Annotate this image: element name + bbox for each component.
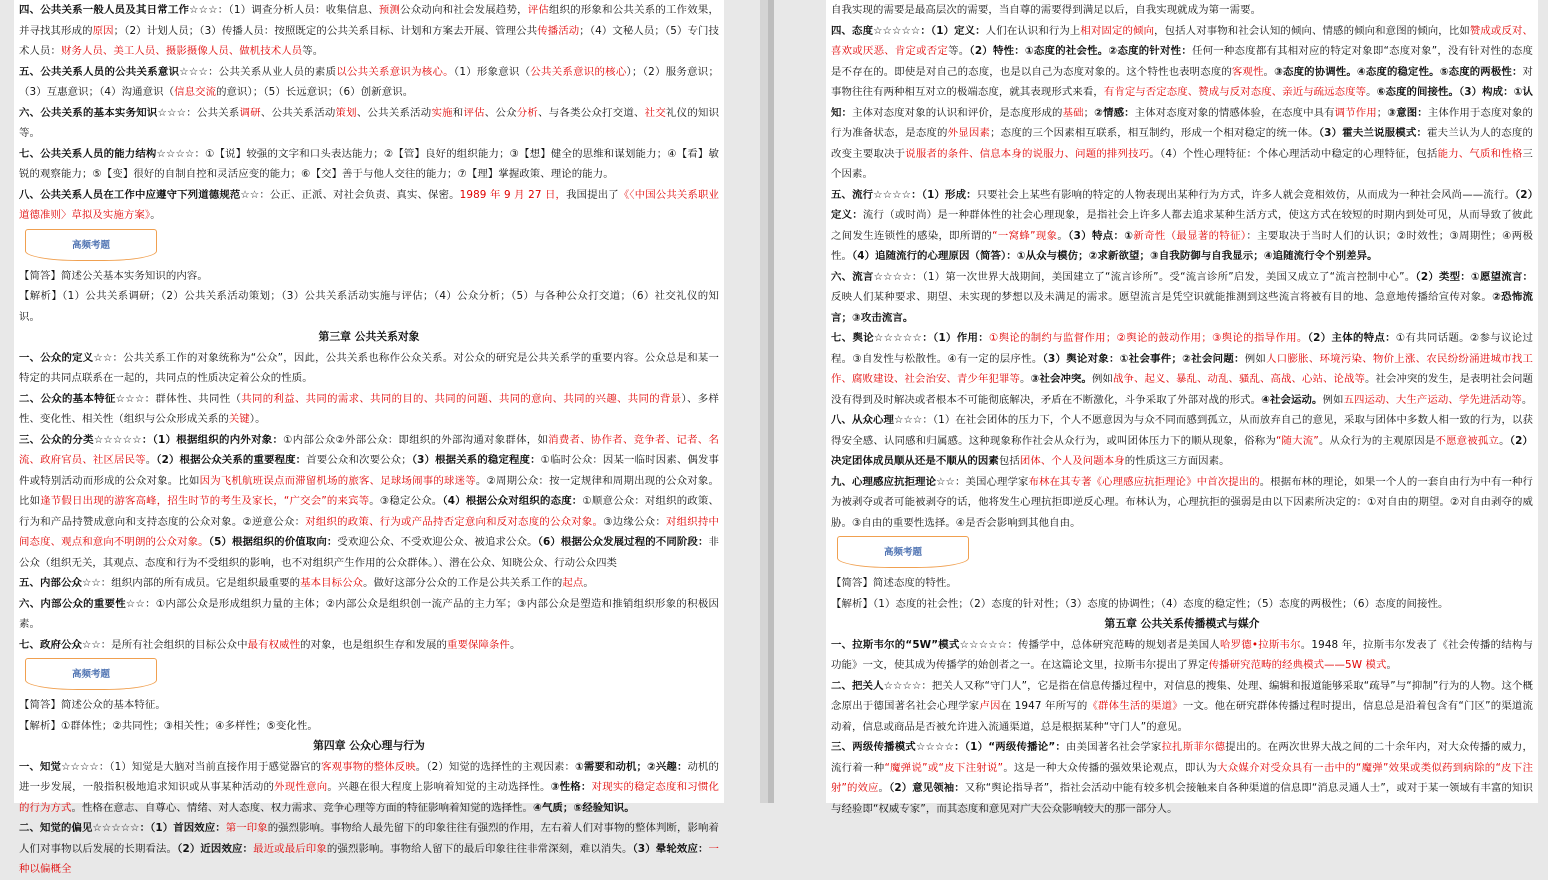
section-paragraph bbox=[831, 185, 1533, 267]
document-page-right bbox=[826, 0, 1538, 815]
body-text: 、公共关系活动 bbox=[260, 106, 336, 119]
section-paragraph bbox=[19, 430, 719, 574]
bold-text: ☆☆☆☆☆：（1）首因效应： bbox=[92, 822, 226, 834]
body-text: 我国提出了 bbox=[566, 188, 619, 201]
body-text: 。做好这部分公众的工作是公共关系工作的 bbox=[363, 577, 563, 589]
body-text: ）；（2）服务意识；（3）互惠意识；（4）沟通意识（ bbox=[19, 65, 719, 98]
bold-text: ④气质；⑤经验知识。 bbox=[533, 801, 635, 814]
body-text: 由美国著名社会学家 bbox=[1066, 741, 1162, 753]
bold-text: （2）意见领袖： bbox=[889, 782, 965, 794]
bold-text: ③态度的协调性。④态度的稳定性。⑤态度的两极性： bbox=[1274, 65, 1523, 78]
body-text: 。兴趣在很大程度上影响着知觉的主动选择性。 bbox=[327, 781, 551, 793]
bold-text: ③性格： bbox=[550, 781, 592, 793]
highlight-text: 拉扎斯菲尔德 bbox=[1161, 741, 1226, 753]
highlight-text: 赞成或反对、喜欢或厌恶、肯定或否定 bbox=[831, 24, 1533, 57]
highlight-text: 逢节假日出现的游客高峰，招生时节的考生及家长，“广交会”的来宾等 bbox=[40, 495, 370, 507]
bold-text: ①需要和动机；②兴趣： bbox=[575, 760, 688, 773]
body-text: 组织的形象和公共关系的工作效果，并寻找其形成的 bbox=[19, 4, 719, 37]
body-text: ☆☆☆☆：把关人又称“守门人”，它是指在信息传播过程中，对信息的搜集、处理、编辑和报道能够采取“疏导”与“抑制”行为的人物。这个概念原出于德国著名社会心理学家 bbox=[831, 679, 1534, 712]
section-paragraph bbox=[19, 594, 719, 635]
bold-text: 四、态度 bbox=[831, 24, 874, 37]
banner-label: 高频考题 bbox=[71, 669, 110, 680]
highlight-text: 1989 年 9 月 27 日， bbox=[459, 188, 567, 201]
body-text: 。 bbox=[1521, 393, 1533, 406]
section-paragraph bbox=[19, 348, 719, 389]
body-text: 。 bbox=[1057, 229, 1069, 242]
highlight-text: 客观性 bbox=[1231, 65, 1264, 78]
section-paragraph bbox=[831, 472, 1533, 534]
body-text: 主体作用于态度对象的行为准备状态，是态度的 bbox=[831, 106, 1534, 139]
bold-text: （4）追随流行的心理原因（简答）：①从众与模仿；②求新欲望；③自我防御与自我显示；④追随流行令个别差异。 bbox=[851, 250, 1378, 262]
bold-text: 三、两级传播模式 bbox=[831, 741, 916, 753]
body-text: ☆☆：美国心理学家 bbox=[936, 475, 1029, 488]
body-text: 。 bbox=[878, 782, 890, 794]
body-text: 。根据布林的理论，如果一个人的一套自由行为中有一种行为被剥夺或者可能被剥夺的话，他将发生心理抗拒即逆反心理。布林认为，心理抗拒的强弱是由以下因素所决定的：①对自由的期望。②对自由剥夺的威胁。③自由的重要性选择。④是否会影响到其他自由。 bbox=[831, 475, 1533, 529]
body-text: 。 bbox=[1263, 65, 1275, 78]
section-paragraph bbox=[831, 676, 1533, 738]
highlight-text: 外显因素 bbox=[947, 127, 991, 139]
bold-text: 二、公众的基本特征 bbox=[19, 392, 116, 405]
bold-text: ②情感： bbox=[1094, 106, 1135, 119]
body-text: ：主要取决于当时人们的认识；②时效性；③周期性；④两极性。 bbox=[831, 229, 1534, 262]
body-text: 对事物往往有两种相互对立的极端态度，就其表现形式来看， bbox=[831, 65, 1533, 98]
body-text: ①临时公众：因某一临时因素、偶发事件或特别活动而形成的公众对象。比如 bbox=[19, 454, 719, 487]
highlight-text: 最近或最后印象 bbox=[253, 842, 327, 855]
highlight-text: 评估 bbox=[463, 106, 485, 119]
body-text: 非公众（组织无关，其观点、态度和行为不受组织的影响，也不对组织产生作用的公众群体。）、潜在公众、知晓公众、行动公众四类 bbox=[19, 536, 719, 569]
body-text: 提出的。在两次世界大战之间的二十余年内，对大众传播的威力，流行着一种 bbox=[831, 741, 1533, 774]
bold-text: （3）霍夫兰说服模式： bbox=[1318, 127, 1428, 139]
body-text: 的对象，也是组织生存和发展的 bbox=[300, 638, 447, 651]
body-text: ☆☆☆：（1）在社会团体的压力下，个人不愿意因为与众不同而感到孤立，从而放弃自己的意见，采取与团体中多数人相一致的行为，以获得安全感、认同感和归属感。这种现象称作社会从众行为，或叫团体压力下的顺从现象，俗称为 bbox=[831, 414, 1533, 447]
bold-text: 二、把关人 bbox=[831, 679, 884, 692]
section-paragraph bbox=[19, 389, 719, 430]
body-text: ☆☆：公正、正派、对社会负责、真实、保密。 bbox=[240, 188, 460, 201]
highlight-text: “一窝蜂”现象 bbox=[992, 229, 1058, 242]
body-text: ①顺意公众：对组织的政策、行为和产品持赞成意向和支持态度的公众对象。②逆意公众： bbox=[19, 495, 719, 528]
section-paragraph bbox=[19, 62, 719, 103]
section-paragraph bbox=[19, 185, 719, 226]
highlight-text: 最有权威性 bbox=[247, 638, 301, 651]
bold-text: ☆☆☆☆☆：（1）定义： bbox=[873, 24, 986, 37]
bold-text: （3）根据关系的稳定程度： bbox=[411, 454, 541, 466]
body-text: ；（2）计划人员；（3）传播人员：按照既定的公共关系目标、计划和方案去开展、管理公共 bbox=[113, 24, 538, 37]
bold-text: ☆☆☆☆：（1）形成： bbox=[873, 188, 977, 201]
highlight-text: 对现实的稳定态度和习惯化的行为方式 bbox=[19, 781, 720, 814]
highlight-text: 相对固定的倾向 bbox=[1080, 24, 1155, 37]
highlight-text: 原因 bbox=[92, 24, 114, 37]
highlight-text: 不愿意被孤立 bbox=[1435, 434, 1500, 447]
body-text: 。 bbox=[583, 577, 594, 589]
body-text: 又称“舆论指导者”，指社会活动中能有较多机会接触来自各种渠道的信息即“消息灵通人士”，或对于某一领域有丰富的知识与经验即“权威专家”，而其态度和意见对广大公众影响较大的那一部分人。 bbox=[831, 782, 1533, 815]
body-text: ☆☆：①内部公众是形成组织力量的主体；②内部公众是组织创一流产品的主力军；③内部公众是塑造和推销组织形象的积极因素。 bbox=[19, 597, 719, 630]
body-text: ③边缘公众： bbox=[603, 515, 666, 528]
highlight-text: 有肯定与否定态度、赞成与反对态度、亲近与疏远态度等 bbox=[1103, 86, 1367, 98]
bold-text: 五、内部公众 bbox=[19, 577, 82, 589]
highlight-text: 布林在其专著《心理感应抗拒理论》中首次提出的 bbox=[1028, 475, 1260, 488]
highlight-text: 能力、气质和性格 bbox=[1437, 147, 1523, 160]
bold-text: ④社会运动。 bbox=[1261, 393, 1323, 406]
bold-text: 七、舆论 bbox=[831, 332, 874, 344]
bold-text: ☆☆☆☆☆：（1）作用： bbox=[873, 332, 989, 344]
bold-text: （2）类型：①愿望流言： bbox=[1415, 270, 1533, 283]
answer-text: 【解析】①群体性；②共同性；③相关性；④多样性；⑤变化性。 bbox=[19, 719, 318, 732]
highlight-text: 外现性意向 bbox=[274, 781, 328, 793]
bold-text: ②恐怖流言；③攻击流言。 bbox=[831, 291, 1533, 324]
bold-text: （4）根据公众对组织的态度： bbox=[442, 495, 583, 507]
body-text: ☆☆☆☆：（1）知觉是大脑对当前直接作用于感觉器官的 bbox=[61, 760, 322, 773]
body-text: ）。 bbox=[249, 413, 266, 425]
section-paragraph bbox=[831, 635, 1533, 676]
highlight-text: 战争、起义、暴乱、动乱、骚乱、高战、心站、论战等 bbox=[1112, 373, 1365, 385]
bold-text: 五、流行 bbox=[831, 188, 874, 201]
highlight-text: 分析 bbox=[516, 106, 539, 119]
body-text: 。 bbox=[1366, 86, 1377, 98]
page-gutter bbox=[760, 0, 768, 803]
body-text: 和 bbox=[452, 106, 464, 119]
bold-text: ⑥态度的间接性。（3）构成：①认知： bbox=[831, 86, 1533, 119]
bold-text: 一、拉斯韦尔的“5W”模式 bbox=[831, 638, 960, 651]
bold-text: 四、公共关系一般人员及其日常工作 bbox=[19, 4, 190, 16]
highlight-text: 基础 bbox=[1062, 106, 1084, 119]
highlight-text: 说服者的条件、信息本身的说服力、问题的排列技巧 bbox=[905, 147, 1150, 160]
body-text: 只要社会上某些有影响的特定的人物表现出某种行为方式，许多人就会竞相效仿，从而成为一种社会风尚——流行。 bbox=[976, 188, 1515, 201]
bold-text: （2）主体的特点： bbox=[1307, 332, 1396, 344]
highlight-text: 大众媒介对受众具有一击中的“魔弹”效果或类似药到病除的“皮下注射”的效应 bbox=[831, 761, 1534, 794]
highlight-text: 消费者、协作者、竞争者、记者、名流、政府官员、社区居民等 bbox=[19, 433, 719, 466]
highlight-text: 第一印象 bbox=[225, 822, 268, 834]
highlight-text: 关键 bbox=[228, 413, 250, 425]
highlight-text: 一种以偏概全 bbox=[19, 842, 719, 875]
body-text: 例如 bbox=[1091, 373, 1113, 385]
highlight-text: 团体、个人及问题本身 bbox=[1019, 455, 1125, 467]
bold-text: （2）决定团体成员顺从还是不顺从的因素 bbox=[831, 434, 1533, 467]
banner-label: 高频考题 bbox=[883, 547, 922, 558]
body-text: 的强烈影响。事物给人留下的最后印象往往非常深刻，难以消失。 bbox=[326, 842, 633, 855]
body-text: 。②周期公众：按一定规律和周期出现的公众对象。比如 bbox=[19, 474, 719, 507]
bold-text: 二、知觉的偏见 bbox=[19, 822, 93, 834]
highlight-text: 策划 bbox=[335, 106, 357, 119]
body-text: 、与各类公众打交道、 bbox=[538, 106, 645, 119]
bold-text: ☆☆☆☆☆：（1）根据组织的内外对象： bbox=[93, 433, 284, 446]
document-page-left bbox=[14, 0, 724, 875]
chapter-title: 第四章 公众心理与行为 bbox=[313, 739, 425, 752]
bold-text: 六、内部公众的重要性 bbox=[19, 597, 126, 610]
question-text: 【简答】简述公众的基本特征。 bbox=[19, 699, 166, 711]
body-text: ；（4）文秘人员；（5）专门技术人员： bbox=[19, 24, 719, 57]
body-text: 。 bbox=[509, 638, 521, 651]
body-text: 受欢迎公众、不受欢迎公众、被追求公众。 bbox=[337, 536, 538, 548]
highlight-text: 以公共关系意识为核心。 bbox=[336, 65, 454, 78]
highlight-text: 因为飞机航班误点而滞留机场的旅客、足球场闹事的球迷等 bbox=[199, 474, 476, 487]
bold-text: 八、公共关系人员在工作中应遵守下列道德规范 bbox=[19, 188, 241, 201]
bold-text: 九、心理感应抗拒理论 bbox=[831, 475, 937, 488]
bold-text: 七、公共关系人员的能力结构 bbox=[19, 147, 157, 160]
body-text: 。（4）个性心理特征：个体心理活动中稳定的心理特征，包括 bbox=[1149, 147, 1438, 160]
highlight-text: 传播研究范畴的经典模式——5W 模式 bbox=[1208, 659, 1387, 671]
section-paragraph bbox=[831, 21, 1533, 185]
bold-text: （2）定义： bbox=[831, 188, 1533, 221]
body-text: ；态度的三个因素相互联系，相互制约，形成一个相对稳定的统一体。 bbox=[990, 127, 1319, 139]
body-text: ； bbox=[1376, 106, 1388, 119]
body-text: ☆☆：公共关系工作的对象统称为“公众”，因此，公共关系也称作公众关系。对公众的研究是公共关系学的重要内容。公众总是和某一特定的共同点联系在一起的，共同点的性质决定着公众的性质。 bbox=[19, 351, 719, 384]
section-paragraph bbox=[19, 103, 719, 144]
body-text: 。 bbox=[1386, 659, 1398, 671]
highlight-text: 对组织持中间态度、观点和意向不明朗的公众对象。 bbox=[19, 515, 720, 548]
body-text: 包括 bbox=[998, 455, 1020, 467]
body-text: 的强烈影响。事物给人最先留下的印象往往有强烈的作用，左右着人们对事物的整体判断，影响着人们对事物以后发展的长期看法。 bbox=[19, 822, 720, 855]
bold-text: ☆☆☆☆：（1）“两级传播论”： bbox=[915, 741, 1067, 753]
body-text: （1）形象意识（ bbox=[453, 65, 531, 78]
body-text: ☆☆☆：公共关系 bbox=[157, 106, 240, 119]
highlight-text: 客观事物的整体反映 bbox=[321, 760, 416, 773]
bold-text: ③社会冲突。 bbox=[1030, 373, 1092, 385]
question-text: 【简答】简述公关基本实务知识的内容。 bbox=[19, 269, 208, 282]
body-text: ☆☆☆☆：①【说】较强的文字和口头表达能力；②【管】良好的组织能力；③【想】健全的思维和谋划能力；④【看】敏锐的观察能力；⑤【变】很好的自制自控和灵活应变的能力；⑥【交】善于与他人交往的能力；⑦【理】掌握政策、理论的能力。 bbox=[19, 147, 719, 180]
body-text: 。 bbox=[150, 209, 161, 221]
bold-text: （2）近因效应： bbox=[177, 842, 254, 855]
highlight-text: 信息交流 bbox=[174, 86, 217, 98]
section-paragraph bbox=[19, 144, 719, 185]
highlight-text: 哈罗德•拉斯韦尔 bbox=[1219, 638, 1301, 651]
body-text: 在 1947 年所写的 bbox=[1000, 700, 1088, 712]
highlight-text: 实施 bbox=[431, 106, 453, 119]
bold-text: （2）根据公众关系的重要程度： bbox=[156, 454, 307, 466]
bold-text: （2）特性：①态度的社会性。②态度的针对性： bbox=[969, 45, 1192, 57]
body-text: 任何一种态度都有其相对应的特定对象即“态度对象”，没有针对性的态度是不存在的。即使是对自己的态度，也是以自己为态度对象的。这个特性也表明态度的 bbox=[831, 45, 1534, 78]
exam-question-banner bbox=[837, 536, 969, 570]
bold-text: 一、公众的定义 bbox=[19, 351, 94, 364]
highlight-text: 新奇性（最显著的特征） bbox=[1133, 229, 1247, 242]
bold-text: （3）晕轮效应： bbox=[632, 842, 709, 855]
body-text: ☆☆☆：（1）调查分析人员：收集信息、 bbox=[189, 4, 379, 16]
highlight-text: 财务人员、美工人员、摄影摄像人员、做机技术人员 bbox=[60, 45, 303, 57]
section-paragraph bbox=[831, 267, 1533, 329]
body-text: 、公共关系活动 bbox=[356, 106, 432, 119]
chapter-title: 第五章 公共关系传播模式与媒介 bbox=[1104, 617, 1260, 630]
body-text: 。 bbox=[145, 454, 157, 466]
highlight-text: 重要保障条件 bbox=[446, 638, 510, 651]
bold-text: （3）舆论对象：①社会事件；②社会问题： bbox=[1042, 352, 1245, 365]
section-paragraph bbox=[831, 737, 1533, 819]
question-text: 【简答】简述态度的特性。 bbox=[831, 577, 957, 589]
bold-text: 三、公众的分类 bbox=[19, 433, 94, 446]
bold-text: 六、公共关系的基本实务知识 bbox=[19, 106, 158, 119]
body-text: ☆☆☆：公共关系从业人员的素质 bbox=[179, 65, 337, 78]
highlight-text: 调节作用 bbox=[1334, 106, 1377, 119]
body-text: ①内部公众②外部公众：即组织的外部沟通对象群体，如 bbox=[283, 433, 549, 446]
body-text: 主体对态度对象的情感体验，在态度中具有 bbox=[1134, 106, 1335, 119]
body-text: 人们在认识和行为上 bbox=[985, 24, 1081, 37]
body-text: 反映人们某种要求、期望、未实现的梦想以及未满足的需求。愿望流言是凭空识就能推测到这些流言将被有目的地、急意地传播给宣传对象。 bbox=[831, 291, 1493, 303]
highlight-text: 卢因 bbox=[979, 700, 1001, 712]
highlight-text: 社交 bbox=[644, 106, 666, 119]
bold-text: 五、公共关系人员的公共关系意识 bbox=[19, 65, 180, 78]
body-text: ☆☆：组织内部的所有成员。它是组织最重要的 bbox=[81, 577, 301, 589]
body-text: 。 bbox=[1020, 373, 1031, 385]
highlight-text: 人口膨胀、环境污染、物价上涨、农民纷纷涌进城市找工作、腐败建设、社会治安、青少年犯罪等 bbox=[831, 352, 1534, 385]
body-text: 的性质这三方面因素。 bbox=[1124, 455, 1230, 467]
highlight-text: ①舆论的制约与监督作用；②舆论的鼓动作用；③舆论的指导作用。 bbox=[988, 332, 1308, 344]
body-text: 。从众行为的主观原因是 bbox=[1318, 434, 1436, 447]
highlight-text: 调研 bbox=[239, 106, 261, 119]
highlight-text: 共同的利益、共同的需求、共同的目的、共同的问题、共同的意向、共同的兴趣、共同的背景 bbox=[241, 392, 682, 405]
body-text: 公众动向和社会发展趋势， bbox=[400, 4, 528, 16]
highlight-text: 起点 bbox=[562, 577, 584, 589]
body-text: ，包括人对事物和社会认知的倾向、情感的倾向和意图的倾向，比如 bbox=[1154, 24, 1470, 37]
body-text: 首要公众和次要公众； bbox=[306, 454, 412, 466]
bold-text: （5）根据组织的价值取向： bbox=[208, 536, 338, 548]
highlight-text: 公共关系意识的核心 bbox=[530, 65, 627, 78]
section-paragraph bbox=[19, 573, 719, 594]
answer-text: 【解析】（1）公共关系调研；（2）公共关系活动策划；（3）公共关系活动实施与评估；（4）公众分析；（5）与各种公众打交道；（6）社交礼仪的知识。 bbox=[19, 290, 719, 323]
banner-label: 高频考题 bbox=[71, 239, 110, 251]
body-text: 。这是一种大众传播的强效果论观点，即认为 bbox=[1003, 761, 1218, 774]
body-text: 例如 bbox=[1322, 393, 1344, 406]
body-text: ☆☆：是所有社会组织的目标公众中 bbox=[81, 638, 248, 651]
body-text: 例如 bbox=[1244, 352, 1267, 365]
body-text: ☆☆☆：群体性、共同性（ bbox=[115, 392, 242, 405]
body-text: 的意识）；（5）长远意识；（6）创新意识。 bbox=[216, 86, 414, 98]
answer-text: 【解析】（1）态度的社会性；（2）态度的针对性；（3）态度的协调性；（4）态度的稳定性；（5）态度的两极性；（6）态度的间接性。 bbox=[831, 597, 1449, 610]
body-text: 自我实现的需要是最高层次的需要，当自尊的需要得到满足以后，自我实现就成为第一需要。 bbox=[831, 4, 1262, 16]
exam-question-banner bbox=[25, 229, 157, 263]
section-paragraph bbox=[831, 410, 1533, 472]
body-text: 霍夫兰认为人的态度的改变主要取决于 bbox=[831, 127, 1533, 160]
body-text: ☆☆☆☆：（1）第一次世界大战期间，美国建立了“流言诊所”。受“流言诊所”启发，美国又成立了“流言控制中心”。 bbox=[873, 270, 1416, 283]
body-text: 三个因素。 bbox=[831, 147, 1533, 180]
section-paragraph bbox=[19, 818, 719, 880]
body-text: 动机的进一步发展，一般指积极地追求知识或从事某种活动的 bbox=[19, 760, 719, 793]
section-paragraph bbox=[19, 0, 719, 62]
highlight-text: 评估 bbox=[527, 4, 550, 16]
body-text: ☆☆☆☆☆：传播学中，总体研究范畴的规划者是美国人 bbox=[959, 638, 1220, 651]
highlight-text: “魔弹说”或“皮下注射说” bbox=[884, 761, 1004, 774]
body-text: 等。 bbox=[302, 45, 324, 57]
highlight-text: 五四运动、大生产运动、学先进活动等 bbox=[1343, 393, 1522, 406]
highlight-text: 《〈中国公共关系职业道德准则〉草拟及实施方案》 bbox=[19, 188, 720, 221]
highlight-text: 对组织的政策、行为或产品持否定意向和反对态度的公众对象。 bbox=[305, 515, 604, 528]
body-text: 。社会冲突的发生，是表明社会问题没有得到及时解决或者根本不可能彻底解决，矛盾在不断激化，斗争采取了外部对战的形式。 bbox=[831, 373, 1534, 406]
highlight-text: 基本目标公众 bbox=[300, 577, 364, 589]
section-paragraph bbox=[831, 328, 1533, 410]
body-text: 。③稳定公众。 bbox=[369, 495, 443, 507]
body-text: 流行（或时尚）是一种群体性的社会心理现象，是指社会上许多人都去追求某种生活方式，使这方式在较短的时期内到处可见，从而导致了彼此之间发生连锁性的感染，即所谓的 bbox=[831, 209, 1533, 242]
body-text: 。 bbox=[1499, 434, 1510, 447]
highlight-text: 预测 bbox=[378, 4, 401, 16]
body-text: ； bbox=[1083, 106, 1095, 119]
body-text: 等。 bbox=[948, 45, 970, 57]
body-text: ）、多样性、变化性、相关性（组织与公众形成关系的 bbox=[19, 392, 719, 425]
chapter-title: 第三章 公共关系对象 bbox=[318, 330, 420, 343]
body-text: 。1948 年，拉斯韦尔发表了《社会传播的结构与功能》一文，使其成为传播学的始创者之一。在这篇论文里，拉斯韦尔提出了界定 bbox=[831, 638, 1533, 671]
bold-text: 八、从众心理 bbox=[831, 414, 895, 426]
body-text: 。性格在意志、自尊心、情绪、对人态度、权力需求、竞争心理等方面的特征影响着知觉的选择性。 bbox=[71, 801, 534, 814]
bold-text: 七、政府公众 bbox=[19, 638, 82, 651]
section-paragraph bbox=[19, 757, 719, 819]
body-text: 一文。他在研究群体传播过程时提出，信息总是沿着包含有“门区”的渠道流动着，信息或商品是否被允许进入流通渠道，总是根据某种“守门人”的意见。 bbox=[831, 700, 1534, 733]
section-paragraph bbox=[831, 0, 1533, 21]
body-text: ①有共同话题。②参与议论过程。③自发性与松散性。④有一定的层序性。 bbox=[831, 332, 1533, 365]
body-text: 礼仪的知识等。 bbox=[19, 106, 720, 139]
bold-text: 六、流言 bbox=[831, 270, 874, 283]
highlight-text: “随大流” bbox=[1275, 434, 1319, 447]
bold-text: （3）特点：① bbox=[1068, 229, 1134, 242]
body-text: 主体对态度对象的认识和评价，是态度形成的 bbox=[852, 106, 1063, 119]
bold-text: 一、知觉 bbox=[19, 760, 62, 773]
page-gutter-shadow bbox=[768, 0, 774, 803]
bold-text: （6）根据公众发展过程的不同阶段： bbox=[537, 536, 709, 548]
section-paragraph bbox=[19, 635, 719, 656]
highlight-text: 《群体生活的渠道》 bbox=[1087, 700, 1183, 712]
body-text: 、公众 bbox=[484, 106, 517, 119]
highlight-text: 传播活动 bbox=[537, 24, 580, 37]
bold-text: ③意图： bbox=[1387, 106, 1428, 119]
body-text: 。（2）知觉的选择性的主观因素： bbox=[415, 760, 575, 773]
exam-question-banner bbox=[25, 658, 157, 692]
